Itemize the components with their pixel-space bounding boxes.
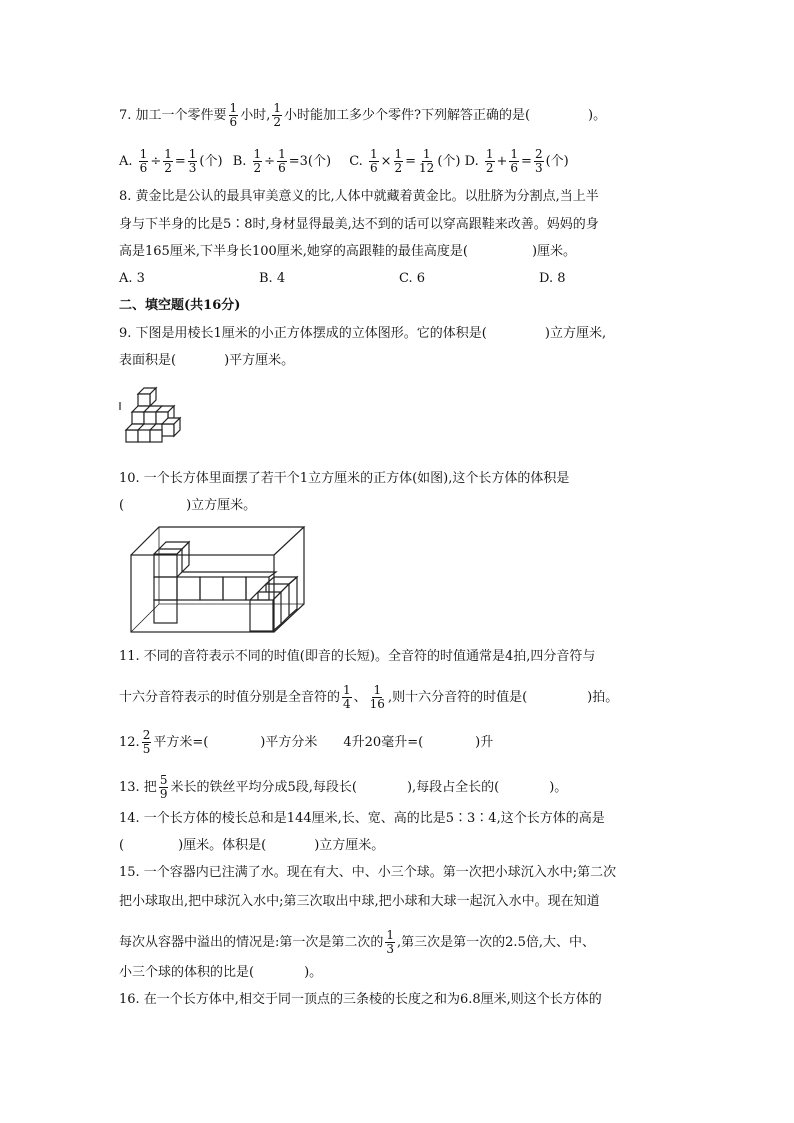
q15-line-2: 把小球取出,把中球沉入水中;第三次取出中球,把小球和大球一起沉入水中。现在知道 xyxy=(119,894,600,909)
q14-line-1: 14. 一个长方体的棱长总和是144厘米,长、宽、高的比是5∶3∶4,这个长方体的高是 xyxy=(119,811,605,826)
q10-line-2: ( )立方厘米。 xyxy=(119,498,257,513)
q15-line-3: 每次从容器中溢出的情况是:第一次是第二次的 $\frac{1}{3}$ ,第三次是第一次的2.5倍,大、中、 xyxy=(119,928,595,956)
q8-options xyxy=(119,270,566,288)
q7-text-b: 小时, xyxy=(240,108,271,123)
q13-fraction: $\frac{5}{9}$ xyxy=(159,773,168,801)
q10-line-1: 10. 一个长方体里面摆了若干个1立方厘米的正方体(如图),这个长方体的体积是 xyxy=(119,471,570,486)
q7-option-a[interactable]: A. $\frac{1}{6}$ ÷ $\frac{1}{2}$ = $\frac{1}{3}$ (个) xyxy=(119,147,223,175)
q8-line-2: 身与下半身的比是5∶8时,身材显得最美,达不到的话可以穿高跟鞋来改善。妈妈的身 xyxy=(119,217,599,232)
q7-fraction-1: $\frac{1}{6}$ xyxy=(229,101,238,129)
q7-option-d[interactable]: D. $\frac{1}{2}$ + $\frac{1}{6}$ = $\frac{2}{3}$ (个) xyxy=(464,147,569,175)
section-heading: 二、填空题(共16分) xyxy=(119,298,241,313)
q14-line-2: ( )厘米。体积是( )立方厘米。 xyxy=(119,838,385,853)
q9-line-2: 表面积是( )平方厘米。 xyxy=(119,353,295,368)
q11-line-1: 11. 不同的音符表示不同的时值(即音的长短)。全音符的时值通常是4拍,四分音符与 xyxy=(119,649,596,664)
q12-line: 12. $\frac{2}{5}$ 平方米=( )平方分米 4升20毫升=( )升 xyxy=(119,728,494,756)
q11-fraction-sixteenth: $\frac{1}{16}$ xyxy=(369,683,385,711)
q15-line-4: 小三个球的体积的比是( )。 xyxy=(119,965,323,980)
q7-options xyxy=(119,148,569,175)
q8-option-c[interactable]: C. 6 xyxy=(399,271,426,286)
q16-line-1: 16. 在一个长方体中,相交于同一顶点的三条棱的长度之和为6.8厘米,则这个长方体的 xyxy=(119,992,602,1007)
cube-stack-figure xyxy=(116,384,196,454)
q7-text-d: )。 xyxy=(588,108,607,123)
q7-fraction-2: $\frac{1}{2}$ xyxy=(273,101,281,129)
q11-line-2: 十六分音符表示的时值分别是全音符的 $\frac{1}{4}$ 、 $\frac{1}{16}$ ,则十六分音符的时值是( )拍。 xyxy=(119,683,619,711)
q7-text-c: 小时能加工多少个零件?下列解答正确的是( xyxy=(283,108,531,123)
q7-option-b[interactable]: B. $\frac{1}{2}$ ÷ $\frac{1}{6}$ =3(个) xyxy=(232,147,332,175)
q12-fraction: $\frac{2}{5}$ xyxy=(142,728,151,756)
q8-option-d[interactable]: D. 8 xyxy=(539,271,566,286)
q7-text-a: 7. 加工一个零件要 xyxy=(119,108,227,123)
q8-option-b[interactable]: B. 4 xyxy=(259,271,286,286)
q8-line-1: 8. 黄金比是公认的最具审美意义的比,人体中就藏着黄金比。以肚脐为分割点,当上半 xyxy=(119,189,599,204)
q15-fraction: $\frac{1}{3}$ xyxy=(386,928,395,956)
q15-line-1: 15. 一个容器内已注满了水。现在有大、中、小三个球。第一次把小球沉入水中;第二次 xyxy=(119,865,617,880)
q9-line-1: 9. 下图是用棱长1厘米的小正方体摆成的立体图形。它的体积是( )立方厘米, xyxy=(119,326,607,341)
q11-fraction-quarter: $\frac{1}{4}$ xyxy=(343,683,351,711)
q8-line-3: 高是165厘米,下半身长100厘米,她穿的高跟鞋的最佳高度是( )厘米。 xyxy=(119,244,577,259)
q13-line: 13. 把 $\frac{5}{9}$ 米长的铁丝平均分成5段,每段长( ),每段占全长的( )。 xyxy=(119,773,568,801)
cuboid-figure xyxy=(128,524,310,636)
q7-option-c[interactable]: C. $\frac{1}{6}$ × $\frac{1}{2}$ = $\frac{1}{12}$ (个) xyxy=(349,147,461,175)
q7-stem xyxy=(119,102,606,129)
q8-option-a[interactable]: A. 3 xyxy=(119,271,145,286)
